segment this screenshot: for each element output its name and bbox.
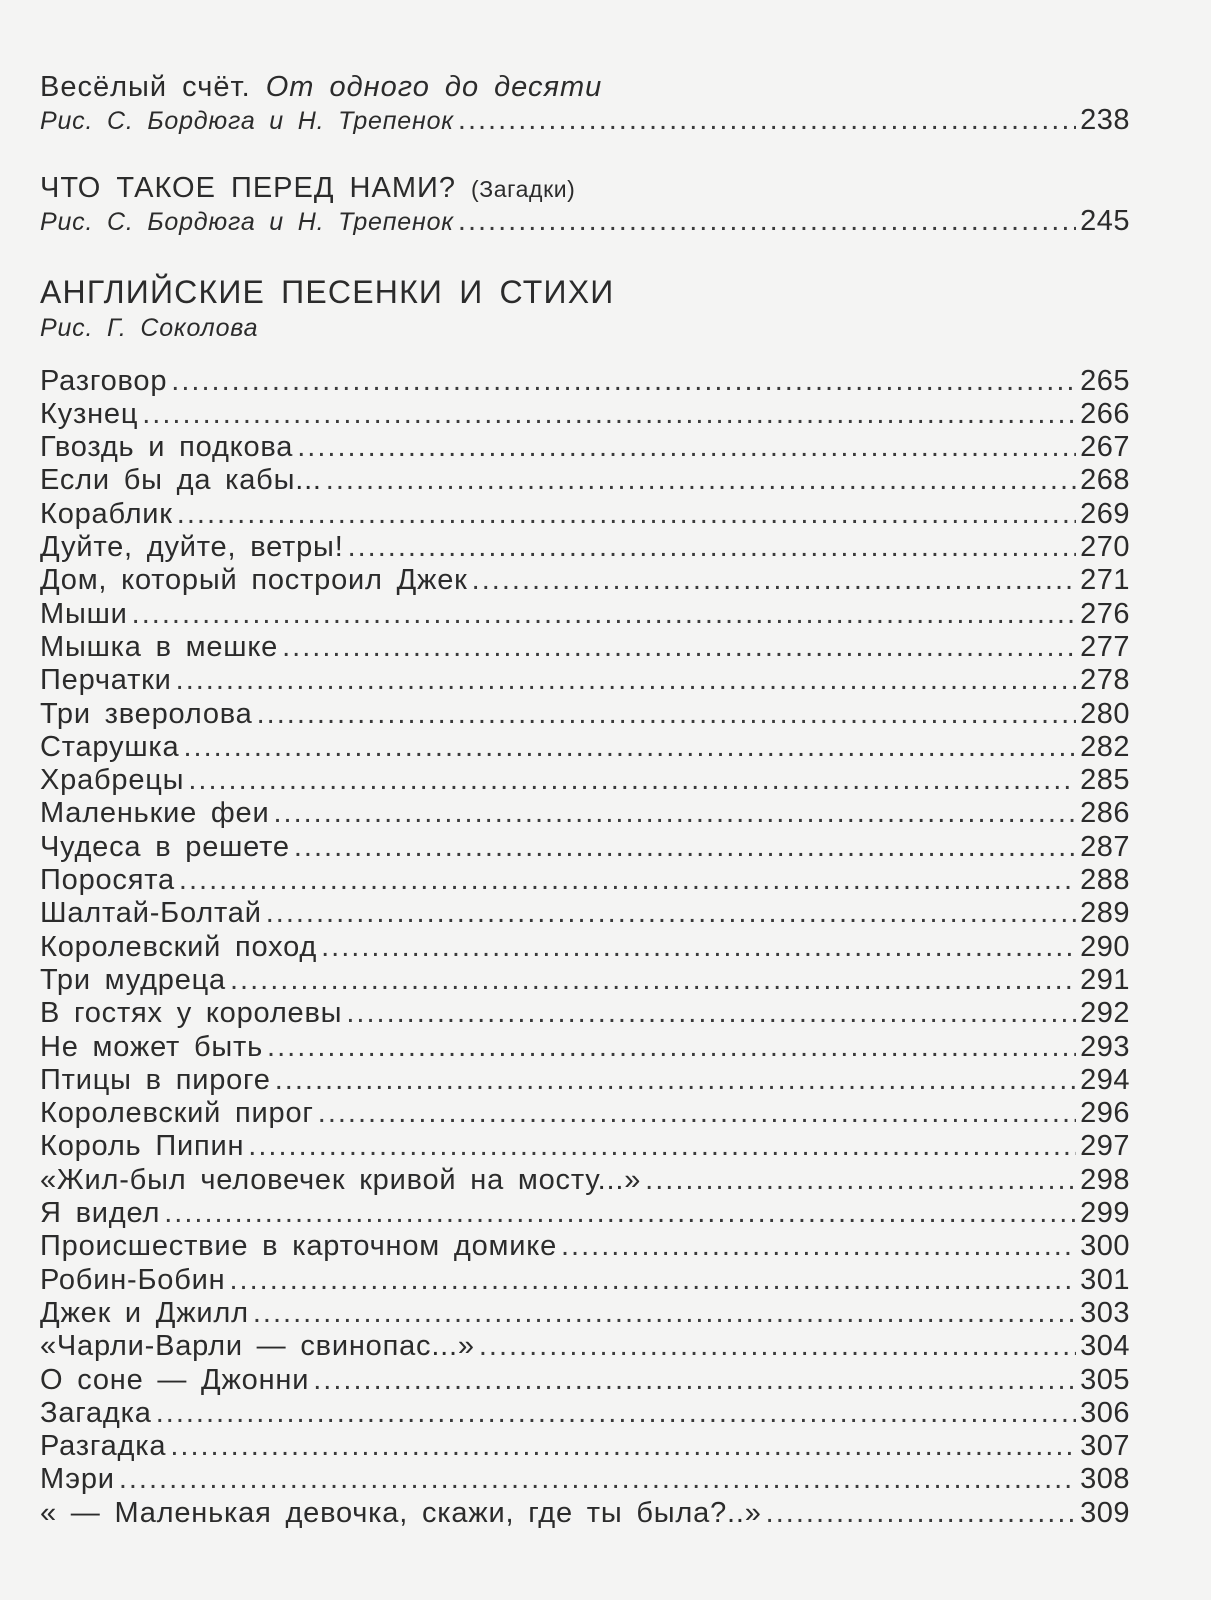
page-number: 309 (1080, 1496, 1130, 1529)
dot-leader (346, 997, 1076, 1030)
page-number: 285 (1080, 764, 1130, 797)
entry-title: « — Маленькая девочка, скажи, где ты была?..» (40, 1496, 762, 1529)
toc-entry[interactable] (40, 964, 1130, 997)
dot-leader (282, 631, 1076, 664)
dot-leader (142, 398, 1076, 431)
dot-leader (183, 731, 1076, 764)
toc-entry[interactable] (40, 1430, 1130, 1463)
page-number: 280 (1080, 697, 1130, 730)
dot-leader (267, 1031, 1076, 1064)
dot-leader (170, 1430, 1076, 1463)
dot-leader (253, 1297, 1076, 1330)
page-number: 299 (1080, 1197, 1130, 1230)
page-number: 306 (1080, 1396, 1130, 1429)
entry-title: «Жил-был человечек кривой на мосту...» (40, 1163, 642, 1196)
toc-entry[interactable] (40, 431, 1130, 464)
dot-leader (766, 1497, 1076, 1530)
page-number: 268 (1080, 464, 1130, 497)
page-number: 300 (1080, 1230, 1130, 1263)
dot-leader (177, 498, 1076, 531)
toc-entry[interactable] (40, 931, 1130, 964)
entry-title: Король Пипин (40, 1130, 245, 1163)
entry-title: Я видел (40, 1197, 161, 1230)
entry-title: Королевский пирог (40, 1097, 314, 1130)
page-number: 294 (1080, 1063, 1130, 1096)
page-number: 308 (1080, 1463, 1130, 1496)
dot-leader (318, 1097, 1076, 1130)
entry-title: Дом, который построил Джек (40, 564, 468, 597)
toc-entry[interactable] (40, 864, 1130, 897)
toc-entry[interactable] (40, 365, 1130, 398)
toc-entry[interactable] (40, 1197, 1130, 1230)
table-of-contents (40, 70, 1130, 1530)
dot-leader (472, 564, 1076, 597)
entry-title: Поросята (40, 864, 175, 897)
toc-entry[interactable] (40, 1064, 1130, 1097)
toc-entry[interactable] (40, 1097, 1130, 1130)
page-number: 290 (1080, 930, 1130, 963)
toc-entry[interactable] (40, 997, 1130, 1030)
entry-title: Мыши (40, 597, 128, 630)
entry-title: Кузнец (40, 397, 139, 430)
entry-title: Робин-Бобин (40, 1263, 226, 1296)
dot-leader (561, 1230, 1076, 1263)
page-number: 270 (1080, 531, 1130, 564)
toc-entry[interactable] (40, 1230, 1130, 1263)
page-number: 282 (1080, 730, 1130, 763)
page-number: 298 (1080, 1163, 1130, 1196)
toc-list (40, 365, 1130, 1530)
entry-title: Разгадка (40, 1430, 167, 1463)
dot-leader (321, 931, 1076, 964)
toc-entry[interactable] (40, 1497, 1130, 1530)
page-number: 278 (1080, 664, 1130, 697)
page-number: 305 (1080, 1363, 1130, 1396)
toc-entry[interactable] (40, 897, 1130, 930)
toc-entry[interactable] (40, 564, 1130, 597)
page-number: 265 (1080, 364, 1130, 397)
page-number: 287 (1080, 830, 1130, 863)
dot-leader (119, 1463, 1076, 1496)
toc-entry[interactable] (40, 1031, 1130, 1064)
page-number: 238 (1080, 104, 1130, 136)
page-number: 307 (1080, 1430, 1130, 1463)
page-number: 303 (1080, 1296, 1130, 1329)
dot-leader (132, 598, 1076, 631)
credit: Рис. С. Бордюга и Н. Трепенок (40, 208, 454, 237)
entry-title: Маленькие феи (40, 797, 270, 830)
entry-title: Не может быть (40, 1030, 264, 1063)
entry-title: Загадка (40, 1396, 152, 1429)
toc-entry[interactable] (40, 1364, 1130, 1397)
entry-title: Происшествие в карточном домике (40, 1230, 557, 1263)
dot-leader (294, 831, 1076, 864)
entry-title: Разговор (40, 364, 168, 397)
toc-section-riddles (40, 171, 1130, 238)
toc-entry[interactable] (40, 1297, 1130, 1330)
page-number: 291 (1080, 963, 1130, 996)
page-number: 266 (1080, 397, 1130, 430)
toc-entry[interactable] (40, 1330, 1130, 1363)
dot-leader (479, 1330, 1076, 1363)
dot-leader (348, 531, 1077, 564)
section-title-main: ЧТО ТАКОЕ ПЕРЕД НАМИ? (40, 172, 456, 205)
credit: Рис. С. Бордюга и Н. Трепенок (40, 107, 454, 135)
entry-title: Джек и Джилл (40, 1296, 249, 1329)
page-number: 267 (1080, 431, 1130, 464)
dot-leader (645, 1164, 1076, 1197)
dot-leader (229, 1264, 1076, 1297)
toc-entry[interactable] (40, 1397, 1130, 1430)
dot-leader (458, 205, 1076, 238)
toc-entry[interactable] (40, 1264, 1130, 1297)
dot-leader (257, 698, 1077, 731)
dot-leader (275, 1064, 1076, 1097)
entry-title: Королевский поход (40, 930, 318, 963)
entry-title: Три мудреца (40, 963, 226, 996)
entry-title: Чудеса в решете (40, 830, 290, 863)
entry-title: Три зверолова (40, 697, 253, 730)
section-title: АНГЛИЙСКИЕ ПЕСЕНКИ И СТИХИ (40, 273, 615, 310)
dot-leader (248, 1130, 1076, 1163)
page-number: 293 (1080, 1030, 1130, 1063)
entry-title: Гвоздь и подкова (40, 431, 294, 464)
entry-title: В гостях у королевы (40, 997, 343, 1030)
dot-leader (156, 1397, 1076, 1430)
page-number: 269 (1080, 497, 1130, 530)
toc-entry[interactable] (40, 1164, 1130, 1197)
dot-leader (188, 764, 1076, 797)
toc-entry[interactable] (40, 698, 1130, 731)
page-number: 271 (1080, 564, 1130, 597)
entry-title: О соне — Джонни (40, 1363, 310, 1396)
entry-title: Перчатки (40, 664, 172, 697)
dot-leader (171, 365, 1076, 398)
section-title (40, 70, 1130, 104)
toc-entry[interactable] (40, 831, 1130, 864)
toc-entry[interactable] (40, 464, 1130, 497)
page-number: 288 (1080, 864, 1130, 897)
page-number: 286 (1080, 797, 1130, 830)
dot-leader (176, 664, 1076, 697)
dot-leader (297, 431, 1076, 464)
dot-leader (266, 897, 1076, 930)
toc-entry[interactable] (40, 205, 1130, 238)
dot-leader (313, 1364, 1076, 1397)
toc-entry[interactable] (40, 631, 1130, 664)
entry-title: Шалтай-Болтай (40, 897, 262, 930)
entry-title: «Чарли-Варли — свинопас...» (40, 1330, 475, 1363)
toc-entry[interactable] (40, 531, 1130, 564)
toc-section-english-songs (40, 273, 1130, 1530)
section-title-main: Весёлый счёт. (40, 71, 251, 103)
entry-title: Храбрецы (40, 764, 185, 797)
toc-entry[interactable] (40, 731, 1130, 764)
section-title (40, 171, 1130, 205)
page-number: 292 (1080, 997, 1130, 1030)
entry-title: Мышка в мешке (40, 630, 279, 663)
page-number: 301 (1080, 1263, 1130, 1296)
page-number: 277 (1080, 630, 1130, 663)
page-number: 304 (1080, 1330, 1130, 1363)
entry-title: Старушка (40, 730, 180, 763)
entry-title: Мэри (40, 1463, 115, 1496)
entry-title: Дуйте, дуйте, ветры! (40, 531, 344, 564)
entry-title: Птицы в пироге (40, 1063, 271, 1096)
dot-leader (179, 864, 1076, 897)
page-number: 276 (1080, 597, 1130, 630)
section-title-note: (Загадки) (471, 176, 576, 203)
entry-title: Если бы да кабы... (40, 464, 322, 497)
credit: Рис. Г. Соколова (40, 313, 259, 342)
dot-leader (230, 964, 1076, 997)
dot-leader (326, 464, 1076, 497)
toc-entry[interactable] (40, 498, 1130, 531)
page-number: 289 (1080, 897, 1130, 930)
toc-entry[interactable] (40, 1130, 1130, 1163)
toc-entry[interactable] (40, 764, 1130, 797)
dot-leader (458, 104, 1076, 137)
dot-leader (273, 797, 1076, 830)
dot-leader (164, 1197, 1076, 1230)
toc-entry[interactable] (40, 797, 1130, 830)
toc-entry[interactable] (40, 664, 1130, 697)
page-number: 297 (1080, 1130, 1130, 1163)
entry-title: Кораблик (40, 497, 173, 530)
toc-entry[interactable] (40, 598, 1130, 631)
toc-entry[interactable] (40, 1463, 1130, 1496)
section-title-italic: От одного до десяти (265, 71, 603, 103)
toc-entry[interactable] (40, 104, 1130, 137)
toc-entry[interactable] (40, 398, 1130, 431)
page-number: 245 (1080, 205, 1130, 238)
toc-section-counting (40, 70, 1130, 137)
page-number: 296 (1080, 1097, 1130, 1130)
